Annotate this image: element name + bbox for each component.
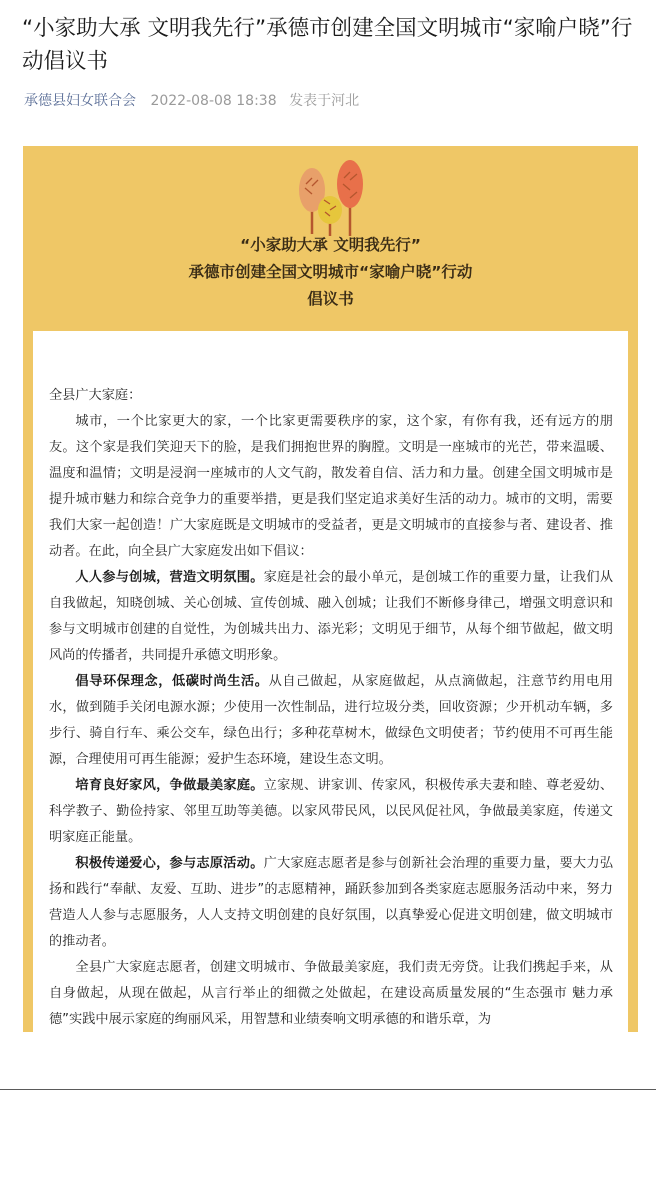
article-meta (24, 90, 359, 110)
banner-line-3: 倡议书 (307, 290, 354, 308)
author-link[interactable]: 承德县妇女联合会 (24, 93, 136, 109)
banner-line-2: 承德市创建全国文明城市“家喻户晓”行动 (188, 263, 473, 281)
letter-paper (33, 331, 628, 1032)
letter-item-text: 家庭是社会的最小单元，是创城工作的重要力量，让我们从自我做起，知晓创城、关心创城、宣传创城、融入创城；让我们不断修身律己，增强文明意识和参与文明城市创建的自觉性，为创城共出力、添光彩；文明见于细节，从每个细节做起，做文明风尚的传播者，共同提升承德文明形象。 (49, 570, 614, 663)
letter-closing: 全县广大家庭志愿者，创建文明城市、争做最美家庭，我们责无旁贷。让我们携起手来，从自身做起，从现在做起，从言行举止的细微之处做起，在建设高质量发展的“生态强市 魅力承德”实践中展示家庭的绚丽风采，用智慧和业绩奏响文明承德的和谐乐章，为 (49, 960, 613, 1027)
proposal-image[interactable] (23, 146, 638, 1032)
letter-item-text: 广大家庭志愿者是参与创新社会治理的重要力量，要大力弘扬和践行“奉献、友爱、互助、进步”的志愿精神，踊跃参加到各类家庭志愿服务活动中来，努力营造人人参与志愿服务，人人支持文明创建的良好氛围，以真挚爱心促进文明创建，做文明城市的推动者。 (49, 856, 614, 949)
banner-line-1: “小家助大承 文明我先行” (240, 236, 421, 254)
letter-item (49, 669, 613, 773)
letter-item (49, 773, 613, 851)
letter-item (49, 565, 613, 669)
letter-item-heading: 人人参与创城，营造文明氛围。 (75, 570, 264, 585)
letter-intro: 城市，一个比家更大的家，一个比家更需要秩序的家，这个家，有你有我，还有远方的朋友。这个家是我们笑迎天下的脸，是我们拥抱世界的胸膛。文明是一座城市的光芒，带来温暖、温度和温情；文明是浸润一座城市的人文气韵，散发着自信、活力和力量。创建全国文明城市是提升城市魅力和综合竞争力的重要举措，更是我们坚定追求美好生活的动力。城市的文明，需要我们大家一起创造！广大家庭既是文明城市的受益者，更是文明城市的直接参与者、建设者、推动者。在此，向全县广大家庭发出如下倡议： (49, 414, 613, 559)
divider (0, 1089, 656, 1090)
trees-icon (297, 160, 367, 238)
article-title: “小家助大承 文明我先行”承德市创建全国文明城市“家喻户晓”行动倡议书 (22, 16, 633, 74)
letter-salutation: 全县广大家庭： (49, 388, 142, 403)
letter-item-heading: 倡导环保理念，低碳时尚生活。 (75, 674, 269, 689)
letter-item-heading: 培育良好家风，争做最美家庭。 (75, 778, 264, 793)
letter-item-text: 立家规、讲家训、传家风，积极传承夫妻和睦、尊老爱幼、科学教子、勤俭持家、邻里互助等美德。以家风带民风，以民风促社风，争做最美家庭，传递文明家庭正能量。 (49, 778, 614, 845)
letter-body (49, 383, 613, 1032)
letter-item-heading: 积极传递爱心，参与志原活动。 (75, 856, 264, 871)
publish-location: 发表于河北 (289, 93, 360, 109)
letter-item-text: 从自己做起，从家庭做起，从点滴做起，注意节约用电用水，做到随手关闭电源水源；少使用一次性制品，进行垃圾分类，回收资源；少开机动车辆，多步行、骑自行车、乘公交车，绿色出行；多种花草树木，做绿色文明使者；节约使用不可再生能源，合理使用可再生能源；爱护生态环境，建设生态文明。 (49, 674, 614, 767)
letter-item (49, 851, 613, 955)
publish-datetime: 2022-08-08 18:38 (150, 93, 277, 109)
